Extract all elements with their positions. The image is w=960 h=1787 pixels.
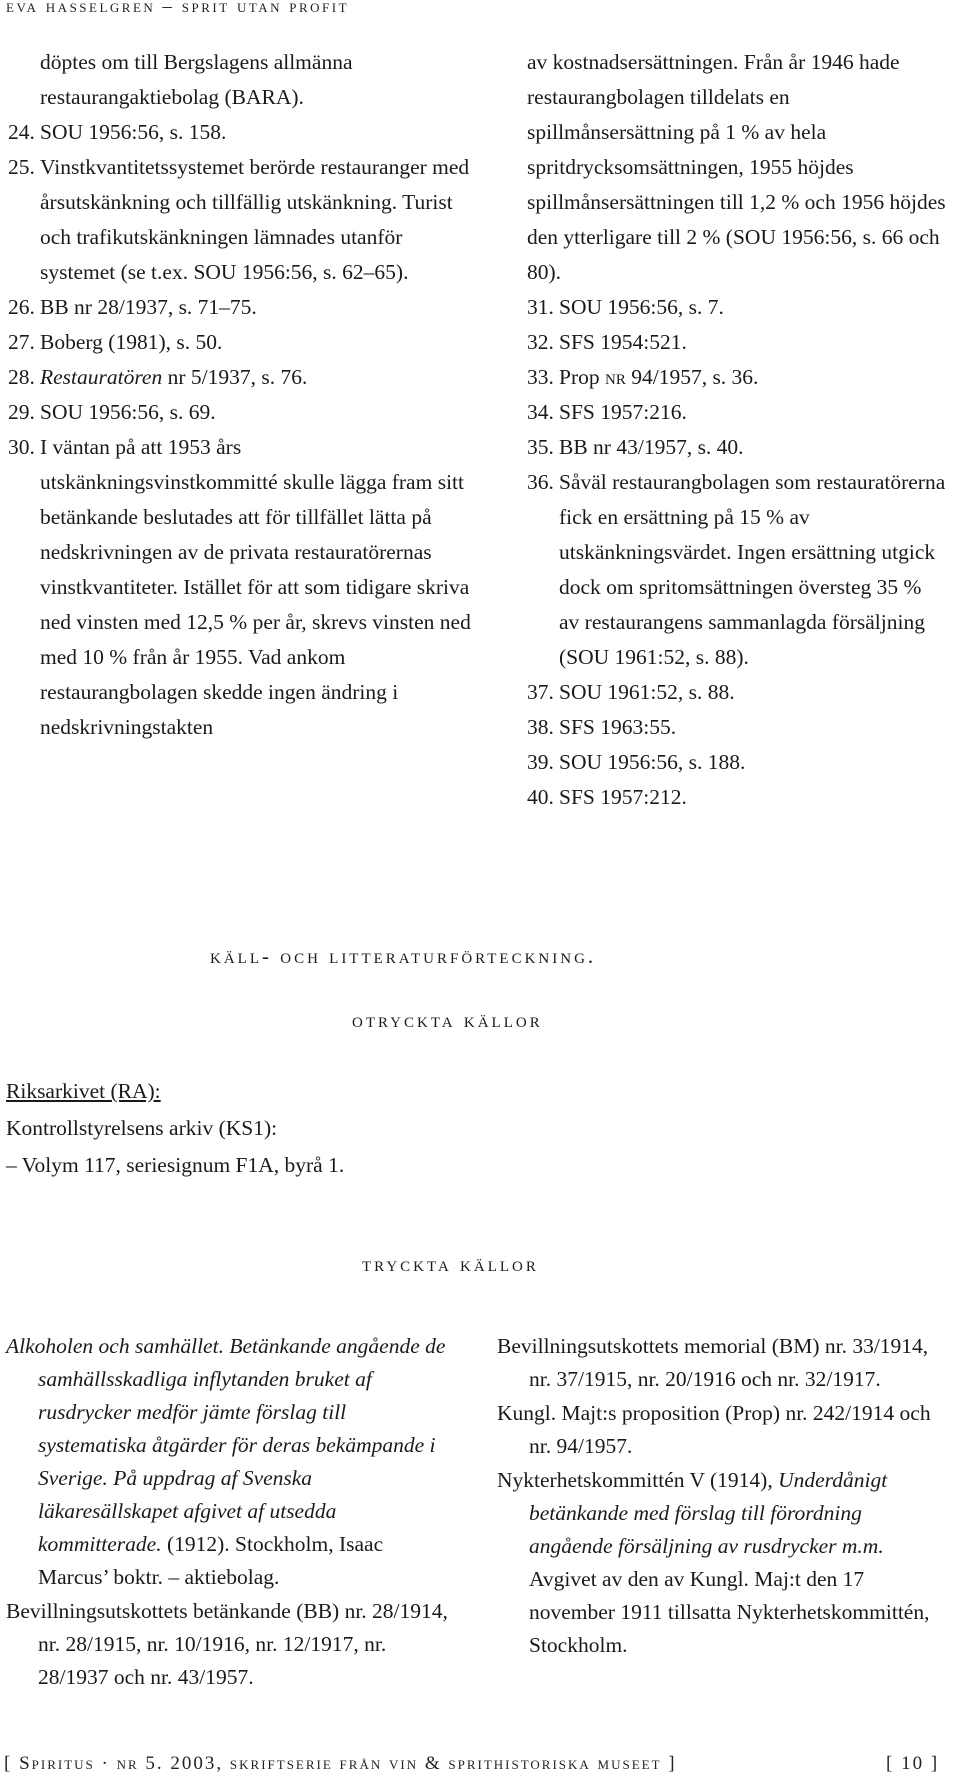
- note-number: 32.: [527, 330, 554, 354]
- note-text: SOU 1961:52, s. 88.: [559, 680, 735, 704]
- bib-entry: [497, 1464, 937, 1662]
- note-29: [8, 395, 478, 430]
- note-smallcaps: nr: [605, 365, 626, 389]
- bib-text: Bevillningsutskottets memorial (BM) nr. 33/1914, nr. 37/1915, nr. 20/1916 och nr. 32/1917.: [497, 1334, 929, 1391]
- notes-right-column: [527, 45, 947, 815]
- section-heading-sources: käll- och litteraturförteckning.: [210, 944, 597, 968]
- bibliography-left-column: [6, 1330, 454, 1695]
- note-number: 26.: [8, 295, 35, 319]
- note-24: [8, 115, 478, 150]
- note-number: 34.: [527, 400, 554, 424]
- note-text: SOU 1956:56, s. 158.: [40, 120, 227, 144]
- note-text: I väntan på att 1953 års utskänkningsvinstkommitté skulle lägga fram sitt betänkande beslutades att för tillfället lätta på nedskrivningen av de privata restauratörernas vinstkvantiteter. Istället för att som tidigare skriva ned vinsten med 12,5 % per år, skrevs vinsten ned med 10 % från år 1955. Vad ankom restaurangbolagen skedde ingen ändring i nedskrivningstakten: [40, 435, 471, 739]
- bib-entry: [6, 1330, 454, 1594]
- note-number: 39.: [527, 750, 554, 774]
- note-text: BB nr 28/1937, s. 71–75.: [40, 295, 257, 319]
- note-text: SFS 1954:521.: [559, 330, 687, 354]
- note-23-continuation: [8, 45, 478, 115]
- note-number: 37.: [527, 680, 554, 704]
- note-text: SOU 1956:56, s. 7.: [559, 295, 724, 319]
- page-number: [ 10 ]: [886, 1753, 940, 1774]
- section-heading-unprinted: otryckta källor: [352, 1008, 543, 1032]
- note-text: nr 5/1937, s. 76.: [162, 365, 308, 389]
- bib-title-italic: Underdånigt betänkande med förslag till förordning angående försäljning av rusdrycker m.m.: [529, 1468, 888, 1558]
- note-text: SOU 1956:56, s. 188.: [559, 750, 746, 774]
- archive-sub: Kontrollstyrelsens arkiv (KS1):: [6, 1116, 278, 1140]
- bibliography-right-column: [497, 1330, 937, 1663]
- bib-entry: [6, 1595, 454, 1694]
- note-39: [527, 745, 947, 780]
- note-27: [8, 325, 478, 360]
- note-26: [8, 290, 478, 325]
- note-number: 40.: [527, 785, 554, 809]
- note-number: 36.: [527, 470, 554, 494]
- note-number: 27.: [8, 330, 35, 354]
- note-number: 31.: [527, 295, 554, 319]
- note-text: BB nr 43/1957, s. 40.: [559, 435, 744, 459]
- note-36: [527, 465, 947, 675]
- bib-text-pre: Nykterhetskommittén V (1914),: [497, 1468, 779, 1492]
- note-text: SFS 1963:55.: [559, 715, 677, 739]
- note-34: [527, 395, 947, 430]
- bib-text: Kungl. Majt:s proposition (Prop) nr. 242/1914 och nr. 94/1957.: [497, 1401, 931, 1458]
- note-text: Boberg (1981), s. 50.: [40, 330, 223, 354]
- bib-title-italic: Alkoholen och samhället. Betänkande angående de samhällsskadliga inflytanden bruket af rusdrycker medför jämte förslag till systematiska åtgärder för deras bekämpande i Sverige. På uppdrag af Svenska läkaresällskapet afgivet af utsedda kommitterade.: [6, 1334, 446, 1556]
- note-text: döptes om till Bergslagens allmänna restaurangaktiebolag (BARA).: [40, 50, 353, 109]
- note-30: [8, 430, 478, 745]
- archive-block: [6, 1073, 344, 1184]
- section-heading-printed: tryckta källor: [362, 1252, 539, 1276]
- bib-entry: [497, 1330, 937, 1396]
- bib-text: (1912). Stockholm, Isaac Marcus’ boktr. – aktiebolag.: [38, 1532, 384, 1589]
- note-number: 28.: [8, 365, 35, 389]
- note-text-pre: Prop: [559, 365, 605, 389]
- archive-name: Riksarkivet (RA):: [6, 1079, 161, 1103]
- note-text: av kostnadsersättningen. Från år 1946 hade restaurangbolagen tilldelats en spillmånsersättning på 1 % av hela spritdrycksomsättningen, 1955 höjdes spillmånsersättningen till 1,2 % och 1956 höjdes den ytterligare till 2 % (SOU 1956:56, s. 66 och 80).: [527, 50, 946, 284]
- note-40: [527, 780, 947, 815]
- note-text: Såväl restaurangbolagen som restauratörerna fick en ersättning på 15 % av utskänkningsvärdet. Ingen ersättning utgick dock om spritomsättningen översteg 35 % av restaurangens sammanlagda försäljning (SOU 1961:52, s. 88).: [559, 470, 946, 669]
- note-text: SFS 1957:212.: [559, 785, 687, 809]
- note-number: 24.: [8, 120, 35, 144]
- bib-text: Avgivet av den av Kungl. Maj:t den 17 november 1911 tillsatta Nykterhetskommittén, Stockholm.: [529, 1567, 930, 1657]
- bib-entry: [497, 1397, 937, 1463]
- note-number: 33.: [527, 365, 554, 389]
- note-number: 38.: [527, 715, 554, 739]
- note-35: [527, 430, 947, 465]
- bib-text: Bevillningsutskottets betänkande (BB) nr. 28/1914, nr. 28/1915, nr. 10/1916, nr. 12/1917, nr. 28/1937 och nr. 43/1957.: [6, 1599, 448, 1689]
- note-28: [8, 360, 478, 395]
- note-33: [527, 360, 947, 395]
- note-text: SOU 1956:56, s. 69.: [40, 400, 216, 424]
- note-italic-title: Restauratören: [40, 365, 163, 389]
- note-text: Vinstkvantitetssystemet berörde restauranger med årsutskänkning och tillfällig utskänkning. Turist och trafikutskänkningen lämnades utanför systemet (se t.ex. SOU 1956:56, s. 62–65).: [40, 155, 470, 284]
- note-31: [527, 290, 947, 325]
- note-30-continuation: [527, 45, 947, 290]
- note-text: 94/1957, s. 36.: [625, 365, 759, 389]
- note-37: [527, 675, 947, 710]
- note-32: [527, 325, 947, 360]
- page-footer: [ Spiritus · nr 5. 2003, skriftserie från vin & sprithistoriska museet ]: [4, 1753, 677, 1774]
- note-number: 30.: [8, 435, 35, 459]
- note-text: SFS 1957:216.: [559, 400, 687, 424]
- note-38: [527, 710, 947, 745]
- running-head: eva hasselgren – sprit utan profit: [6, 0, 350, 17]
- note-25: [8, 150, 478, 290]
- note-number: 29.: [8, 400, 35, 424]
- archive-item: – Volym 117, seriesignum F1A, byrå 1.: [6, 1153, 345, 1177]
- note-number: 25.: [8, 155, 35, 179]
- notes-left-column: [8, 45, 478, 745]
- note-number: 35.: [527, 435, 554, 459]
